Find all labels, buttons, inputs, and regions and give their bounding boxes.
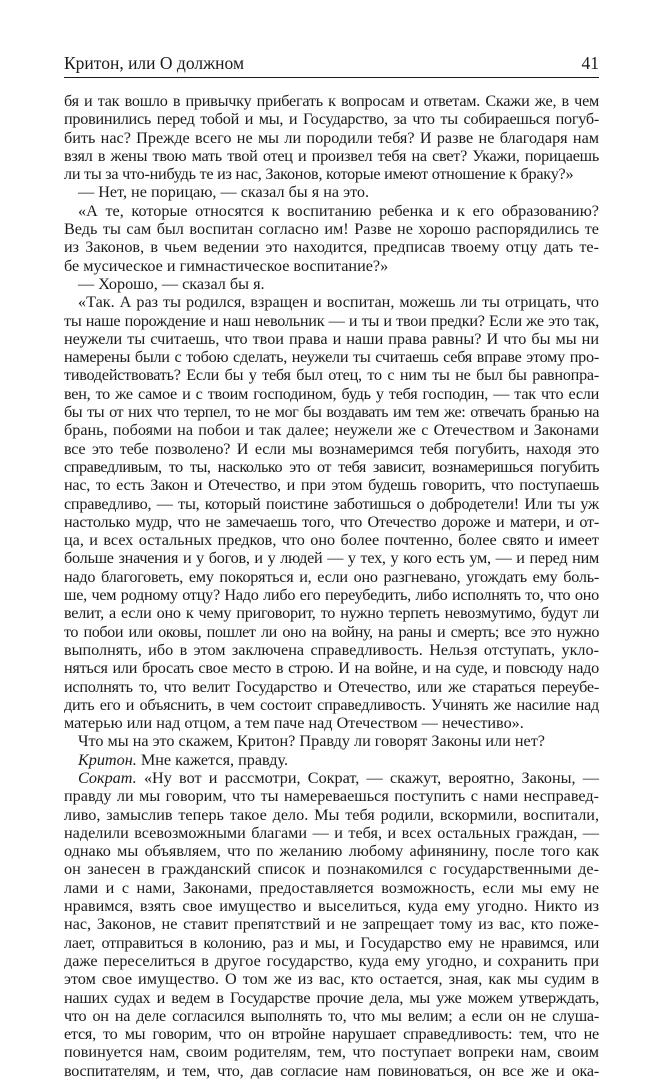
text-line	[64, 732, 599, 750]
line-text: ца, и всех остальных предков, что оно более почтенно, более свято и имеет	[64, 531, 599, 550]
text-line	[64, 897, 599, 915]
text-line	[64, 860, 599, 878]
line-text: Ведь ты сам был воспитан согласно им! Разве не хорошо распорядились те	[64, 220, 599, 239]
text-line	[64, 165, 599, 183]
text-line	[64, 513, 599, 531]
line-text: лает, отправиться в колонию, раз и мы, и Государство ему не нравимся, или	[64, 933, 599, 952]
line-text: нас, Законов, не ставит препятствий и не запрещает тому из вас, кто поже-	[64, 915, 599, 934]
speaker-name: Сократ.	[78, 768, 137, 787]
text-line	[64, 879, 599, 897]
text-line	[64, 696, 599, 714]
text-line	[64, 403, 599, 421]
line-text: взял в жены твою мать твой отец и произвел тебя на свет? Укажи, порицаешь	[64, 146, 599, 165]
text-line	[64, 366, 599, 384]
line-text: этом свое имущество. О том же из вас, кто остается, зная, как мы судим в	[64, 970, 599, 989]
running-title: Критон, или О должном	[64, 53, 245, 73]
text-line	[64, 1043, 599, 1061]
text-line	[64, 751, 599, 769]
text-line	[64, 1025, 599, 1043]
text-line	[64, 92, 599, 110]
line-text: ется, то мы говорим, что он втройне нарушает справедливость: тем, что не	[64, 1025, 599, 1044]
line-text: брань, побоями на побои и так далее; неужели же с Отечеством и Законами	[64, 421, 599, 440]
line-text: наделили всевозможными благами — и тебя, и всех остальных граждан, —	[64, 823, 599, 842]
line-text: больше значения и у богов, и у людей — у тех, у кого есть ум, — и перед ним	[64, 549, 599, 568]
text-line	[64, 440, 599, 458]
line-text: исполнять то, что велит Государство и Отечество, или же стараться переубе-	[64, 677, 599, 696]
line-text: бе мусическое и гимнастическое воспитание?»	[64, 256, 389, 275]
line-text: то побои или оковы, пошлет ли оно на войну, на раны и смерть; все это нужно	[64, 622, 599, 641]
line-text: все это тебе позволено? И если мы вознамеримся тебя погубить, находя это	[64, 439, 599, 458]
line-text: бить нас? Прежде всего не мы ли породили тебя? И разве не благодаря нам	[64, 128, 599, 147]
line-text: даже переселиться в другое государство, куда ему угодно, и сохранить при	[64, 951, 599, 970]
text-line	[64, 678, 599, 696]
text-line	[64, 110, 599, 128]
line-text: нравимся, взять свое имущество и выселиться, куда ему угодно. Никто из	[64, 897, 599, 916]
line-text: однако мы объявляем, что по желанию любому афинянину, после того как	[64, 842, 599, 861]
line-text: «А те, которые относятся к воспитанию ребенка и к его образованию?	[78, 201, 599, 220]
text-line	[64, 348, 599, 366]
text-line	[64, 147, 599, 165]
text-line	[64, 238, 599, 256]
text-line	[64, 385, 599, 403]
line-text: повинуется нам, своим родителям, тем, что поступает вопреки нам, своим	[64, 1043, 599, 1062]
line-text: «Ну вот и рассмотри, Сократ, — скажут, вероятно, Законы, —	[136, 768, 599, 787]
line-text: нас, то есть Закон и Отечество, и при этом будешь говорить, что поступаешь	[64, 476, 599, 495]
text-line	[64, 1062, 599, 1080]
text-line	[64, 989, 599, 1007]
text-line	[64, 568, 599, 586]
text-line	[64, 129, 599, 147]
text-line	[64, 769, 599, 787]
line-text: тиводействовать? Если бы у тебя был отец, то с ним ты не был бы равнопра-	[64, 366, 599, 385]
speaker-name: Критон.	[78, 750, 137, 769]
line-text: что он на деле согласился выполнять то, что мы велим; а если он не слуша-	[64, 1006, 599, 1025]
running-header	[64, 50, 599, 78]
text-line	[64, 531, 599, 549]
line-text: Что мы на это скажем, Критон? Правду ли говорят Законы или нет?	[78, 732, 545, 751]
text-line	[64, 659, 599, 677]
text-line	[64, 641, 599, 659]
text-line	[64, 970, 599, 988]
page-number: 41	[581, 53, 599, 73]
line-text: ливо, замыслив теперь такое дело. Мы тебя родили, вскормили, воспитали,	[64, 805, 599, 824]
text-line	[64, 458, 599, 476]
line-text: намерены были с тобою сделать, неужели ты считаешь себя вправе этому про-	[64, 348, 599, 367]
text-line	[64, 1007, 599, 1025]
text-line	[64, 623, 599, 641]
text-line	[64, 842, 599, 860]
line-text: няться или бросать свое место в строю. И на войне, и на суде, и повсюду надо	[64, 659, 599, 678]
text-line	[64, 312, 599, 330]
line-text: лами и с нами, Законами, предоставляется возможность, если мы ему не	[64, 878, 599, 897]
line-text: — Нет, не порицаю, — сказал бы я на это.	[78, 183, 370, 202]
text-line	[64, 220, 599, 238]
line-text: бы ты от них что терпел, то не мог бы воздавать им тем же: отвечать бранью на	[64, 403, 599, 422]
text-line	[64, 275, 599, 293]
text-line	[64, 824, 599, 842]
text-line	[64, 183, 599, 201]
line-text: справедливо, — ты, который поистине заботишься о добродетели! Или ты уж	[64, 494, 599, 513]
line-text: дить его и объяснить, в чем состоит справедливость. Учинять же насилие над	[64, 695, 599, 714]
text-line	[64, 714, 599, 732]
line-text: провинились перед тобой и мы, и Государство, за что ты собираешься погуб-	[64, 110, 599, 129]
text-line	[64, 257, 599, 275]
line-text: Мне кажется, правду.	[136, 750, 289, 769]
line-text: из Законов, в чьем ведении это находится, предписав твоему отцу дать те-	[64, 238, 599, 257]
text-line	[64, 476, 599, 494]
text-line	[64, 293, 599, 311]
line-text: правду ли мы говорим, что ты намереваешься поступить с нами несправед-	[64, 787, 599, 806]
text-line	[64, 586, 599, 604]
text-line	[64, 330, 599, 348]
line-text: матерью или над отцом, а тем паче над Отечеством — нечестиво».	[64, 714, 524, 733]
text-line	[64, 549, 599, 567]
line-text: воспитателям, и тем, что, дав согласие нам повиноваться, он все же и ока-	[64, 1061, 599, 1080]
line-text: ли ты за что-нибудь те из нас, Законов, которые имеют отношение к браку?»	[64, 165, 574, 184]
line-text: бя и так вошло в привычку прибегать к вопросам и ответам. Скажи же, в чем	[64, 92, 599, 110]
text-line	[64, 421, 599, 439]
line-text: ты наше порождение и наш невольник — и ты и твои предки? Если же это так,	[64, 311, 599, 330]
text-line	[64, 202, 599, 220]
text-line	[64, 495, 599, 513]
line-text: неужели ты считаешь, что твои права и наши права равны? И что бы мы ни	[64, 329, 599, 348]
text-line	[64, 604, 599, 622]
text-line	[64, 806, 599, 824]
line-text: наших судах и ведем в Государстве прочие дела, мы уже можем утверждать,	[64, 988, 599, 1007]
line-text: справедливым, то ты, насколько это от тебя зависит, вознамеришься погубить	[64, 457, 599, 476]
text-line	[64, 952, 599, 970]
line-text: велит, а если оно к чему приговорит, то нужно терпеть невозмутимо, будут ли	[64, 604, 599, 623]
line-text: настолько мудр, что не замечаешь того, что Отечество дороже и матери, и от-	[64, 512, 599, 531]
text-line	[64, 934, 599, 952]
line-text: ше, чем родному отцу? Надо либо его переубедить, либо исполнять то, что оно	[64, 586, 599, 605]
body-text	[64, 92, 599, 1080]
line-text: надо благоговеть, ему покоряться и, если оно разгневано, угождать ему боль-	[64, 567, 599, 586]
line-text: выполнять, ибо в этом заключена справедливость. Нельзя отступать, укло-	[64, 640, 599, 659]
line-text: — Хорошо, — сказал бы я.	[78, 274, 265, 293]
text-line	[64, 787, 599, 805]
text-line	[64, 915, 599, 933]
line-text: он занесен в гражданский список и познакомился с государственными де-	[64, 860, 599, 879]
line-text: «Так. А раз ты родился, взращен и воспитан, можешь ли ты отрицать, что	[78, 293, 599, 312]
line-text: вен, то же самое и с твоим господином, будь у тебя господин, — так что если	[64, 384, 599, 403]
